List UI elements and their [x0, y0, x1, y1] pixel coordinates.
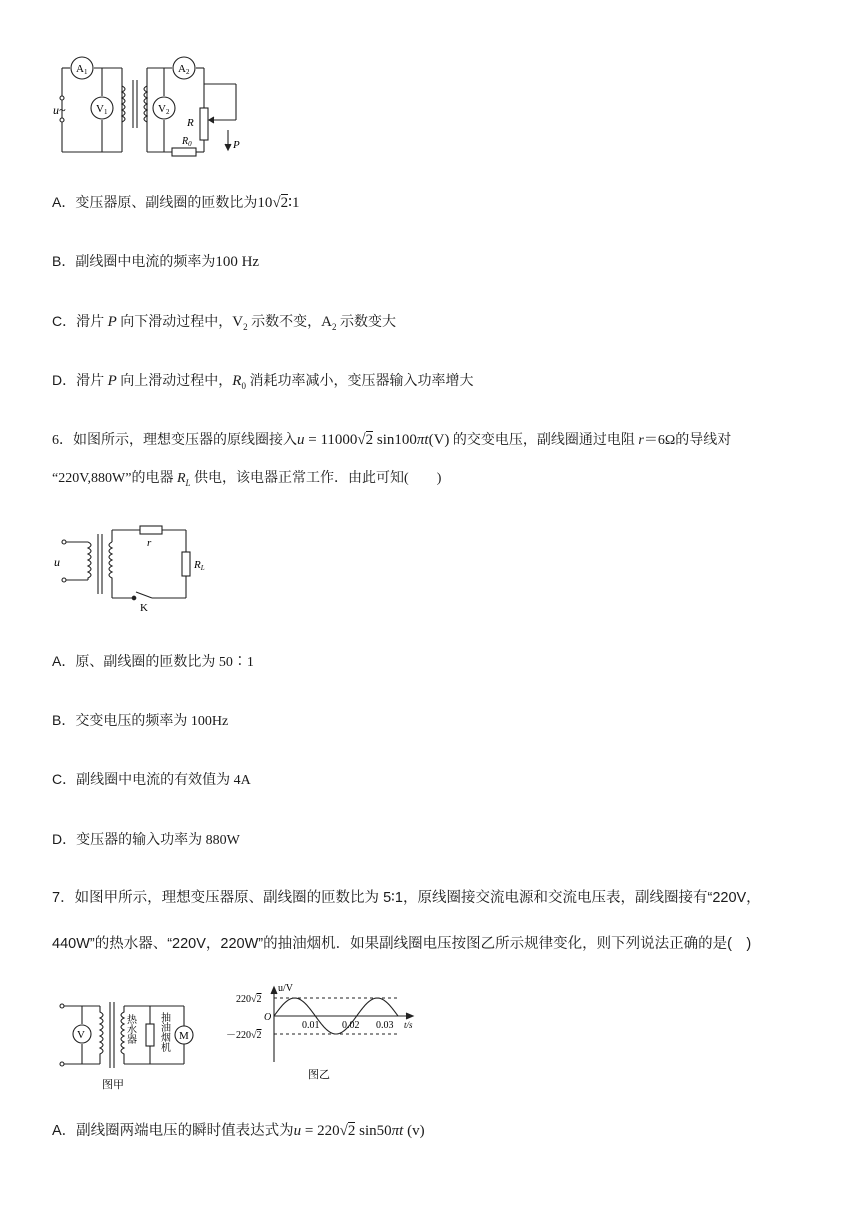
q6-option-a: A．原、副线圈的匝数比为 50∶1 — [52, 653, 254, 670]
q7-stem-line1: 7．如图甲所示，理想变压器原、副线圈的匝数比为 5∶1，原线圈接交流电源和交流电压表，副线圈接有“220V， — [52, 890, 761, 906]
fig-b-y-bottom-label: －220√2 — [226, 1030, 262, 1041]
fig-b-origin-label: O — [264, 1012, 272, 1023]
q6-stem-line1: 6．如图所示，理想变压器的原线圈接入u = 11000√2 sin100πt(V) 的交变电压，副线圈通过电阻 r＝6Ω的导线对 — [52, 432, 732, 448]
voltmeter-v1-label: V1 — [96, 103, 108, 116]
q5-option-b: B．副线圈中电流的频率为100 Hz — [52, 253, 260, 270]
fig-a-caption: 图甲 — [102, 1079, 124, 1091]
voltmeter-v2-label: V2 — [158, 103, 170, 116]
q6-option-c: C．副线圈中电流的有效值为 4A — [52, 771, 251, 788]
q7-figure-a-circuit — [52, 994, 202, 1094]
fig-a-heater-label: 热水器 — [124, 1014, 136, 1044]
ammeter-a2-label: A2 — [178, 63, 190, 76]
fig-b-caption: 图乙 — [308, 1069, 330, 1081]
fig-b-y-top-label: 220√2 — [236, 994, 262, 1005]
q7-option-a: A．副线圈两端电压的瞬时值表达式为u = 220√2 sin50πt (v) — [52, 1123, 425, 1139]
fig-b-x-axis-label: t/s — [404, 1020, 413, 1030]
source-u-label: u~ — [53, 103, 66, 117]
fig2-rl-label: RL — [194, 559, 205, 572]
fig-a-motor-label: M — [179, 1030, 189, 1042]
fig2-u-label: u — [54, 555, 60, 569]
q5-option-c: C．滑片 P 向下滑动过程中，$V_2$ 示数不变，$A_2$ 示数变大 — [52, 313, 396, 332]
fig-b-tick-0-02: 0.02 — [342, 1020, 360, 1031]
fig-b-y-axis-label: u/V — [278, 983, 293, 994]
ammeter-a1-label: A1 — [76, 63, 88, 76]
fig-a-fan-label: 抽油烟机 — [158, 1012, 170, 1052]
fig2-k-label: K — [140, 602, 148, 612]
resistor-r0-label: $R_0$ — [182, 136, 192, 148]
q5-option-a: A．变压器原、副线圈的匝数比为10√2∶1 — [52, 194, 300, 211]
q6-option-d: D．变压器的输入功率为 880W — [52, 831, 240, 848]
q7-figure-b-voltage-graph — [222, 982, 422, 1090]
resistor-r-label: R — [187, 117, 194, 129]
fig2-r-label: r — [147, 537, 152, 549]
transformer-circuit-figure-1 — [52, 56, 252, 160]
q6-option-b: B．交变电压的频率为 100Hz — [52, 712, 229, 729]
slider-p-label: P — [233, 139, 240, 151]
fig-a-voltmeter-label: V — [77, 1029, 85, 1041]
fig-b-tick-0-01: 0.01 — [302, 1020, 320, 1031]
q7-stem-line2: 440W”的热水器、“220V，220W”的抽油烟机．如果副线圈电压按图乙所示规律变化，则下列说法正确的是( ) — [52, 936, 752, 952]
q6-stem-line2: “220V,880W”的电器 $R_L$ 供电，该电器正常工作．由此可知( ) — [52, 471, 442, 488]
transformer-circuit-figure-2 — [52, 520, 222, 612]
fig-b-tick-0-03: 0.03 — [376, 1020, 394, 1031]
q5-option-d: D．滑片 P 向上滑动过程中，$R_0$ 消耗功率减小，变压器输入功率增大 — [52, 372, 474, 391]
